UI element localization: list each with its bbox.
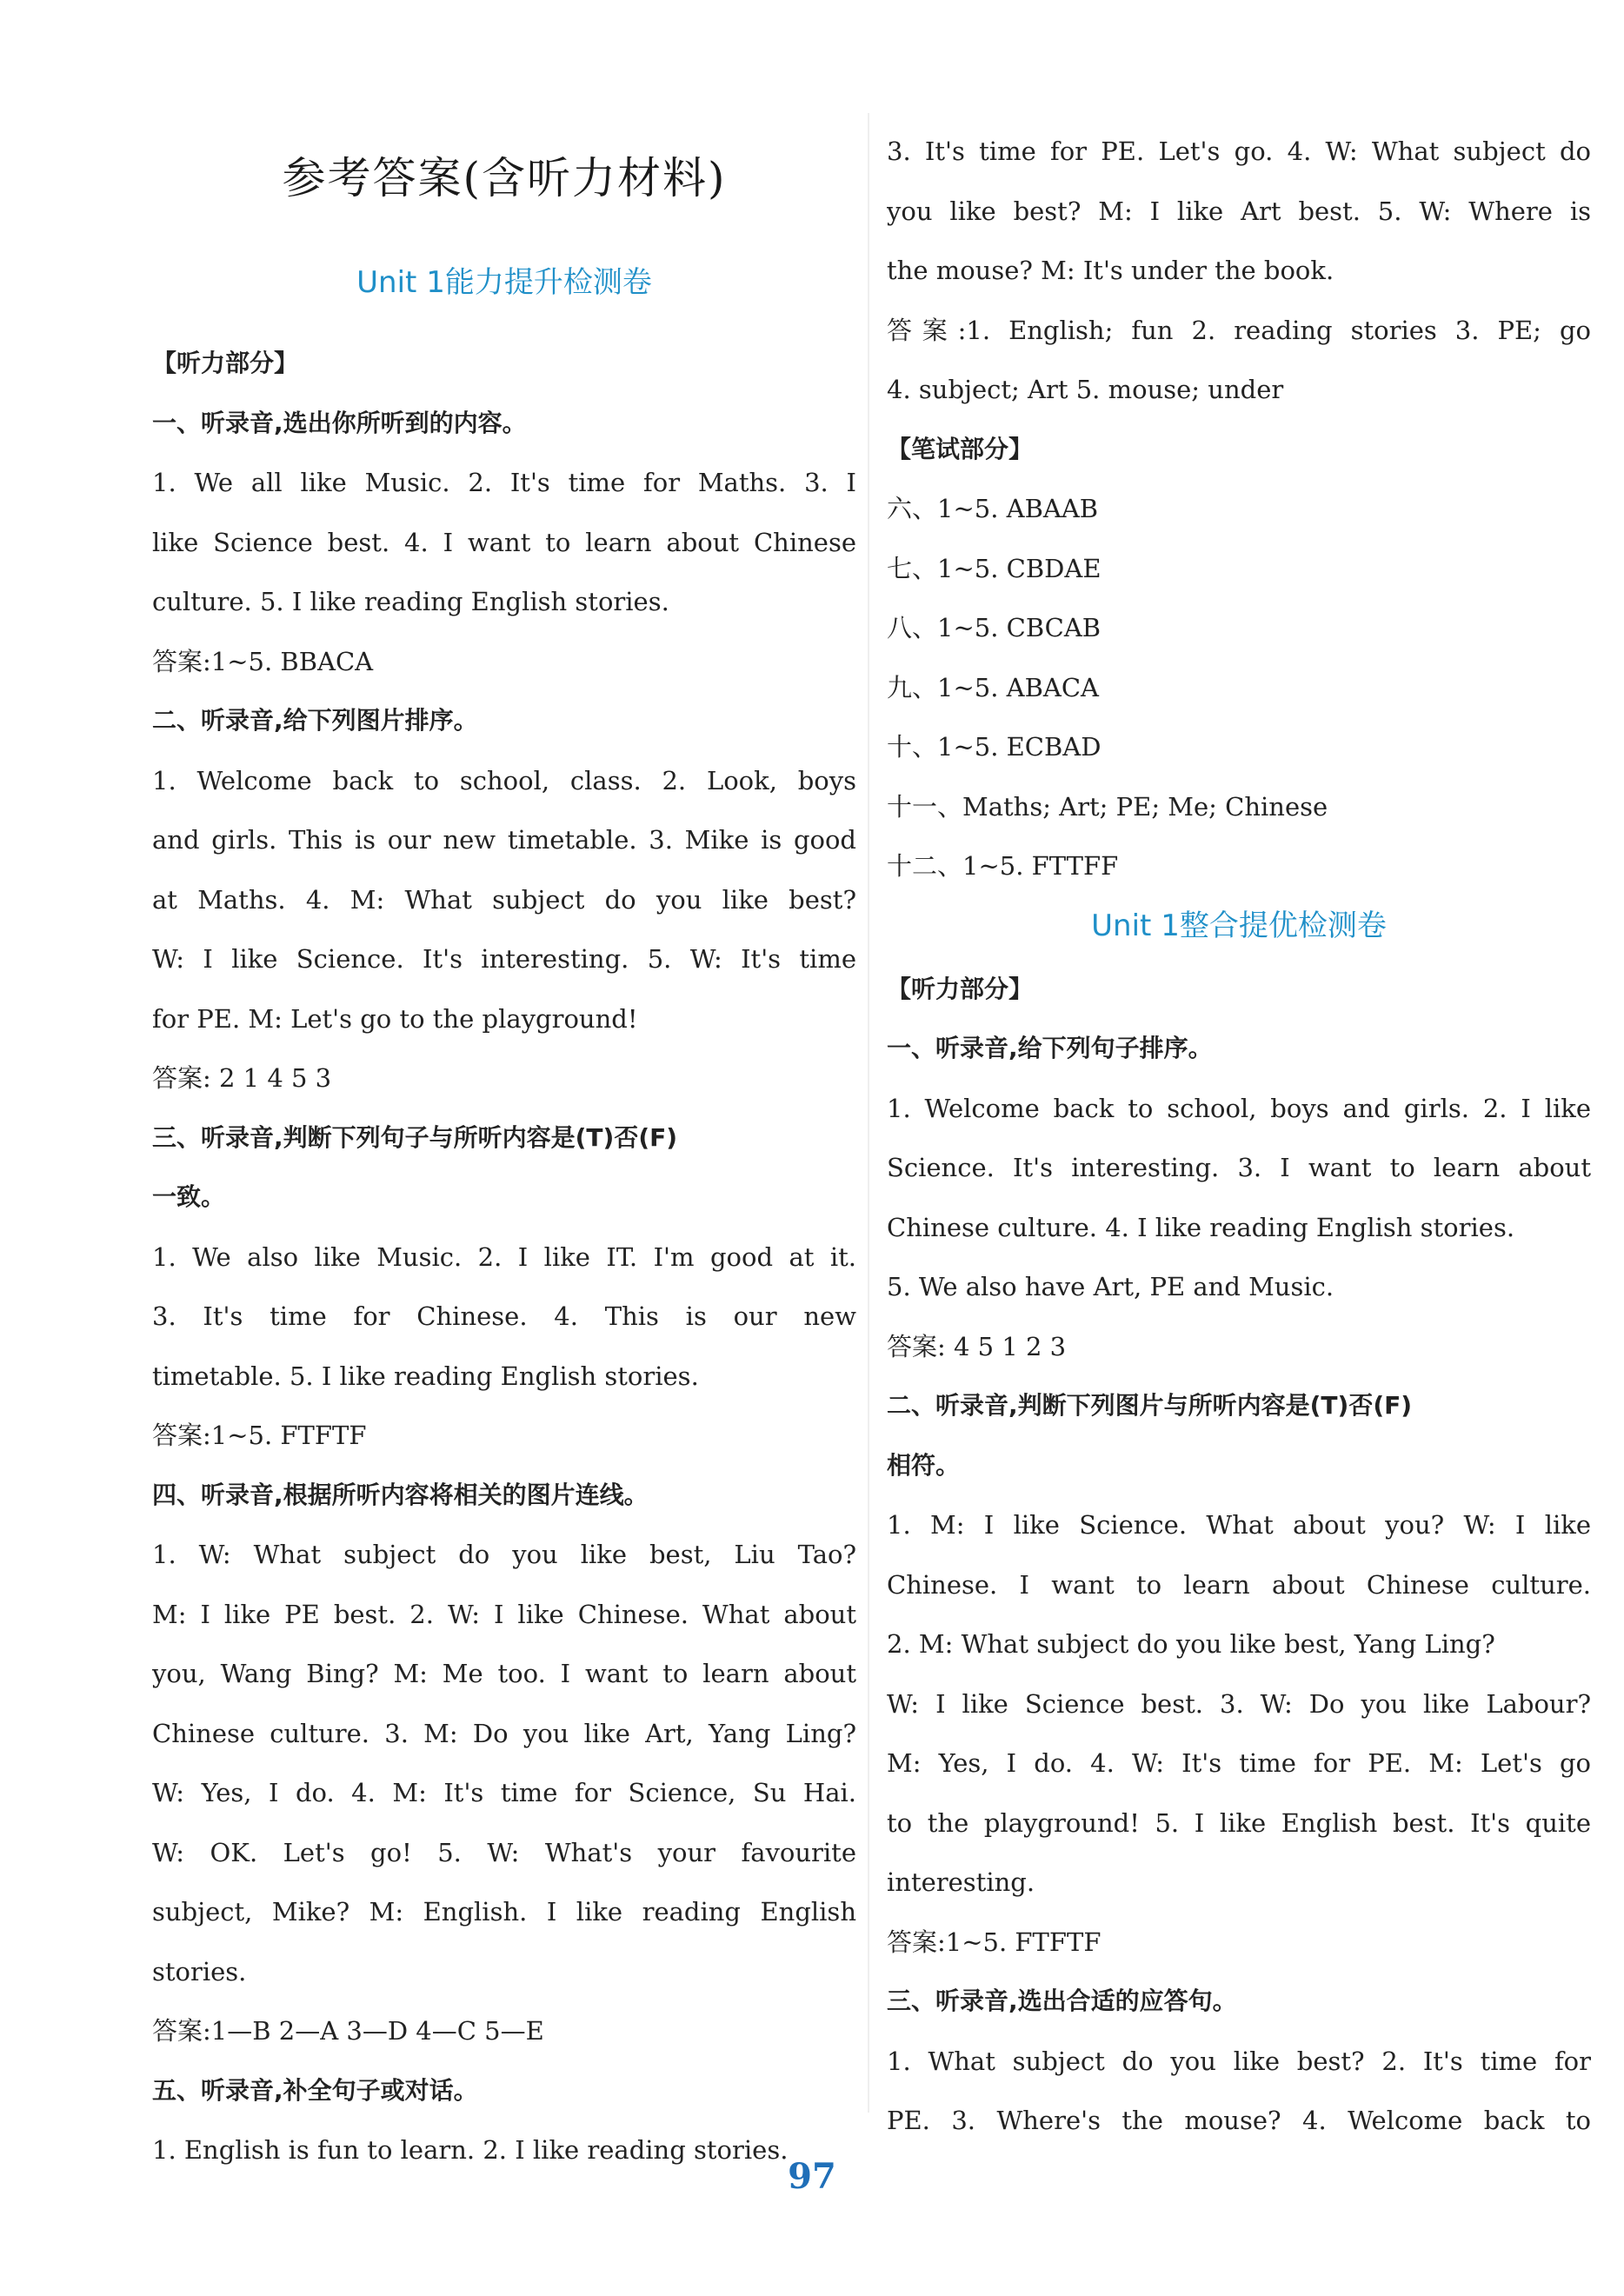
question-heading: 【听力部分】	[887, 974, 1034, 1003]
answer-line: 十二、1~5. FTTFF	[887, 851, 1119, 881]
page-title: 参考答案(含听力材料)	[282, 153, 727, 203]
question-heading: 五、听录音,补全句子或对话。	[152, 2075, 478, 2105]
left-column	[152, 143, 856, 2180]
text-line: like Science best. 4. I want to learn about Chinese	[152, 527, 856, 557]
text-line: 5. We also have Art, PE and Music.	[887, 1272, 1334, 1301]
text-line: 4. subject; Art 5. mouse; under	[887, 375, 1284, 404]
answer-line: 十、1~5. ECBAD	[887, 732, 1102, 762]
text-line: at Maths. 4. M: What subject do you like best?	[152, 884, 856, 915]
answer-line: 六、1~5. ABAAB	[887, 494, 1099, 523]
text-line: Chinese culture. 4. I like reading English stories.	[887, 1212, 1515, 1242]
text-line: Science. It's interesting. 3. I want to learn about	[887, 1153, 1591, 1182]
text-line: 1. We also like Music. 2. I like IT. I'm good at it.	[152, 1241, 856, 1272]
text-line: stories.	[152, 1956, 247, 1987]
text-line: 2. M: What subject do you like best, Yang Ling?	[887, 1629, 1495, 1659]
section-title-unit1-ability: Unit 1能力提升检测卷	[356, 265, 652, 300]
text-line: W: I like Science best. 3. W: Do you like Labour?	[887, 1688, 1591, 1719]
question-heading: 三、听录音,选出合适的应答句。	[887, 1987, 1237, 2015]
page-number: 97	[788, 2156, 836, 2197]
text-line: interesting.	[887, 1867, 1035, 1897]
text-line: to the playground! 5. I like English best. It's quite	[887, 1807, 1591, 1838]
question-heading: 三、听录音,判断下列句子与所听内容是(T)否(F)	[152, 1122, 678, 1152]
answer-line: 答案: 2 1 4 5 3	[152, 1063, 332, 1093]
text-line: W: OK. Let's go! 5. W: What's your favourite	[152, 1837, 856, 1867]
text-line: 1. We all like Music. 2. It's time for Maths. 3. I	[152, 468, 856, 497]
text-line: 3. It's time for PE. Let's go. 4. W: What subject do	[887, 136, 1591, 166]
text-line: culture. 5. I like reading English stories.	[152, 587, 669, 616]
text-line: W: Yes, I do. 4. M: It's time for Science, Su Hai.	[152, 1778, 856, 1807]
text-line: 1. Welcome back to school, boys and girls. 2. I like	[887, 1093, 1591, 1123]
answer-line: 答案: 4 5 1 2 3	[887, 1331, 1067, 1361]
text-line: 1. W: What subject do you like best, Liu Tao?	[152, 1540, 856, 1569]
question-heading: 相符。	[887, 1450, 961, 1480]
question-heading: 一致。	[152, 1182, 226, 1211]
answer-line: 十一、Maths; Art; PE; Me; Chinese	[887, 791, 1328, 822]
text-line: 1. English is fun to learn. 2. I like reading stories.	[152, 2135, 789, 2165]
answer-line: 答案:1~5. BBACA	[152, 646, 374, 676]
text-line: 1. M: I like Science. What about you? W: I like	[887, 1510, 1591, 1540]
text-line: M: Yes, I do. 4. W: It's time for PE. M: Let's go	[887, 1748, 1591, 1778]
answer-line: 八、1~5. CBCAB	[887, 613, 1102, 642]
question-heading: 二、听录音,给下列图片排序。	[152, 706, 478, 735]
text-line: and girls. This is our new timetable. 3. Mike is good	[152, 825, 856, 855]
text-line: you, Wang Bing? M: Me too. I want to learn about	[152, 1659, 856, 1688]
text-line: subject, Mike? M: English. I like reading English	[152, 1897, 856, 1927]
question-heading: 一、听录音,给下列句子排序。	[887, 1034, 1213, 1062]
text-line: Chinese culture. 3. M: Do you like Art, Yang Ling?	[152, 1718, 856, 1748]
text-line: 3. It's time for Chinese. 4. This is our new	[152, 1301, 856, 1331]
right-text-block-bottom	[887, 960, 1591, 2151]
text-line: Chinese. I want to learn about Chinese culture.	[887, 1569, 1591, 1600]
question-heading: 【笔试部分】	[887, 434, 1034, 463]
question-heading: 二、听录音,判断下列图片与所听内容是(T)否(F)	[887, 1391, 1413, 1420]
answer-line: 答案:1~5. FTFTF	[152, 1421, 367, 1450]
answer-line: 答案:1—B 2—A 3—D 4—C 5—E	[152, 2016, 544, 2046]
left-text-block	[152, 334, 856, 2180]
text-line: 1. What subject do you like best? 2. It's time for	[887, 2046, 1591, 2076]
answer-line: 七、1~5. CBDAE	[887, 553, 1102, 583]
text-line: for PE. M: Let's go to the playground!	[152, 1003, 638, 1034]
text-line: M: I like PE best. 2. W: I like Chinese. What about	[152, 1599, 856, 1629]
text-line: W: I like Science. It's interesting. 5. W: It's time	[152, 944, 856, 974]
section-title-unit1-integrated: Unit 1整合提优检测卷	[1091, 908, 1387, 943]
answer-line: 答案:1~5. FTFTF	[887, 1927, 1102, 1957]
text-line: 答案:1. English; fun 2. reading stories 3. PE; go	[887, 315, 1591, 345]
text-line: you like best? M: I like Art best. 5. W: Where is	[887, 196, 1591, 226]
question-heading: 四、听录音,根据所听内容将相关的图片连线。	[152, 1480, 649, 1509]
question-heading: 一、听录音,选出你所听到的内容。	[152, 408, 527, 437]
column-divider	[868, 113, 869, 2113]
right-text-block-top	[887, 122, 1591, 896]
text-line: 1. Welcome back to school, class. 2. Look, boys	[152, 765, 856, 795]
answer-line: 九、1~5. ABACA	[887, 672, 1099, 702]
right-column	[887, 122, 1591, 2151]
text-line: timetable. 5. I like reading English stories.	[152, 1361, 699, 1391]
text-line: PE. 3. Where's the mouse? 4. Welcome back to	[887, 2106, 1591, 2135]
text-line: the mouse? M: It's under the book.	[887, 256, 1334, 285]
question-heading: 【听力部分】	[152, 349, 299, 377]
